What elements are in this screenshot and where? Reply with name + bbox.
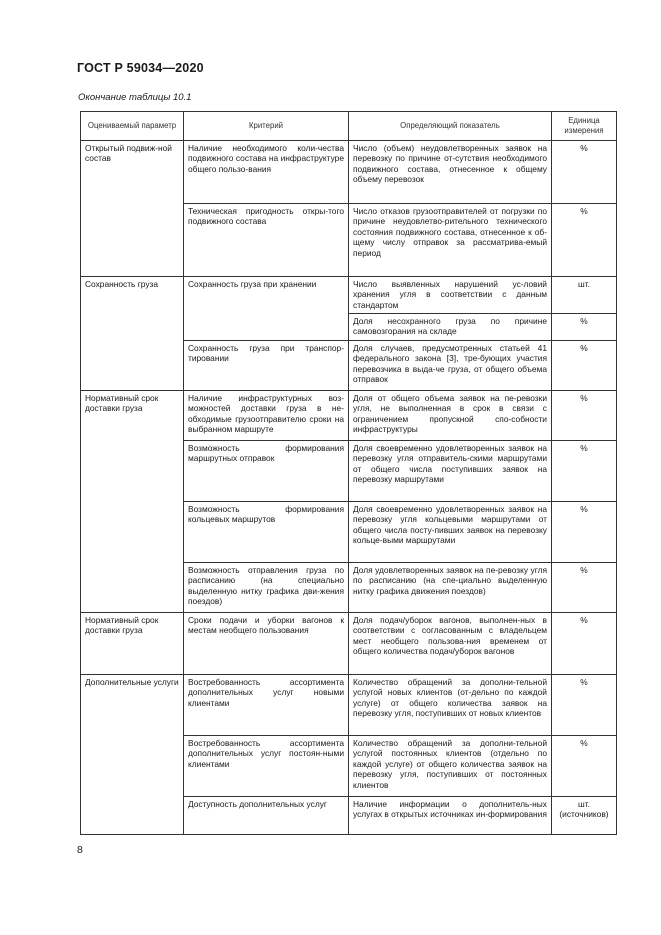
- unit-cell: %: [552, 391, 617, 441]
- unit-cell: %: [552, 341, 617, 391]
- parameter-cell: Дополнительные услуги: [81, 675, 184, 835]
- criterion-cell: Возможность формирования маршрутных отправок: [184, 441, 349, 502]
- indicator-cell: Число выявленных нарушений ус-ловий хранения угля в соответствии с данным стандартом: [349, 277, 552, 314]
- unit-cell: %: [552, 441, 617, 502]
- criterion-cell: Востребованность ассортимента дополнительных услуг новыми клиентами: [184, 675, 349, 736]
- page-number: 8: [77, 844, 83, 856]
- indicator-cell: Доля своевременно удовлетворенных заявок на перевозку угля кольцевыми маршрутами от общего числа посту-пивших заявок на перевозку кольце-выми маршрутами: [349, 502, 552, 563]
- column-header-parameter: Оцениваемый параметр: [81, 112, 184, 141]
- criterion-cell: Возможность отправления груза по расписанию (на специально выделенную нитку графика дви-жения поездов): [184, 563, 349, 613]
- table-header-row: [81, 112, 617, 141]
- unit-cell: %: [552, 502, 617, 563]
- indicator-cell: Число (объем) неудовлетворенных заявок на перевозку по причине от-сутствия необходимого подвижного состава, отнесенное к общему объему перевозок: [349, 141, 552, 204]
- parameter-cell: Нормативный срок доставки груза: [81, 613, 184, 675]
- criterion-cell: Востребованность ассортимента дополнительных услуг постоян-ными клиентами: [184, 736, 349, 797]
- table-row: [81, 675, 617, 736]
- table-row: [81, 277, 617, 314]
- unit-cell: %: [552, 675, 617, 736]
- indicator-cell: Количество обращений за дополни-тельной услугой постоянных клиентов (отдельно по каждой услуге) от общего количества заявок на перевозку угля, поступивших от постоянных клиентов: [349, 736, 552, 797]
- indicator-cell: Число отказов грузоотправителей от погрузки по причине неудовлетво-рительного технического состояния подвижного состава, отнесенное к об-щему числу отправок за рассматрива-емый период: [349, 204, 552, 277]
- criterion-cell: Наличие необходимого коли-чества подвижного состава на инфраструктуре общего пользо-вания: [184, 141, 349, 204]
- criterion-cell: Сроки подачи и уборки вагонов к местам необщего пользования: [184, 613, 349, 675]
- indicator-cell: Доля подач/уборок вагонов, выполнен-ных в соответствии с согласованным с владельцем мест необщего пользова-ния временем от общего количества подач/уборок вагонов: [349, 613, 552, 675]
- table-row: [81, 613, 617, 675]
- unit-cell: %: [552, 736, 617, 797]
- criteria-table: [80, 111, 617, 835]
- unit-cell: %: [552, 204, 617, 277]
- table-caption: Окончание таблицы 10.1: [78, 92, 192, 103]
- parameter-cell: Нормативный срок доставки груза: [81, 391, 184, 613]
- column-header-unit: Единица измерения: [552, 112, 617, 141]
- indicator-cell: Доля своевременно удовлетворенных заявок на перевозку угля отправитель-скими маршрутами от общего числа поступивших заявок на перевозку маршрутами: [349, 441, 552, 502]
- indicator-cell: Доля несохранного груза по причине самовозгорания на складе: [349, 314, 552, 341]
- unit-cell: шт.: [552, 277, 617, 314]
- criterion-cell: Сохранность груза при хранении: [184, 277, 349, 341]
- parameter-cell: Открытый подвиж-ной состав: [81, 141, 184, 277]
- column-header-indicator: Определяющий показатель: [349, 112, 552, 141]
- indicator-cell: Доля от общего объема заявок на пе-ревозки угля, не выполненная в срок в связи с ограничением пропускной спо-собности инфраструктуры: [349, 391, 552, 441]
- document-code: ГОСТ Р 59034—2020: [77, 61, 204, 75]
- indicator-cell: Количество обращений за дополни-тельной услугой новых клиентов (от-дельно по каждой услуге) от общего количества заявок на перевозку угля, поступивших от новых клиентов: [349, 675, 552, 736]
- table-row: [81, 141, 617, 204]
- criterion-cell: Сохранность груза при транспор-тировании: [184, 341, 349, 391]
- unit-cell: шт. (источников): [552, 797, 617, 835]
- unit-cell: %: [552, 563, 617, 613]
- unit-cell: %: [552, 141, 617, 204]
- column-header-criterion: Критерий: [184, 112, 349, 141]
- indicator-cell: Наличие информации о дополнитель-ных услугах в открытых источниках ин-формирования: [349, 797, 552, 835]
- unit-cell: %: [552, 613, 617, 675]
- indicator-cell: Доля удовлетворенных заявок на пе-ревозку угля по расписанию (на спе-циально выделенную нитку графика движения поездов): [349, 563, 552, 613]
- criterion-cell: Доступность дополнительных услуг: [184, 797, 349, 835]
- indicator-cell: Доля случаев, предусмотренных статьей 41 федерального закона [3], тре-бующих участия перевозчика в выда-че груза, от общего объема отправок: [349, 341, 552, 391]
- criterion-cell: Возможность формирования кольцевых маршрутов: [184, 502, 349, 563]
- table-row: [81, 391, 617, 441]
- parameter-cell: Сохранность груза: [81, 277, 184, 391]
- unit-cell: %: [552, 314, 617, 341]
- criterion-cell: Наличие инфраструктурных воз-можностей доставки груза в не-обходимые грузоотправителю сроки на выбранном маршруте: [184, 391, 349, 441]
- criterion-cell: Техническая пригодность откры-того подвижного состава: [184, 204, 349, 277]
